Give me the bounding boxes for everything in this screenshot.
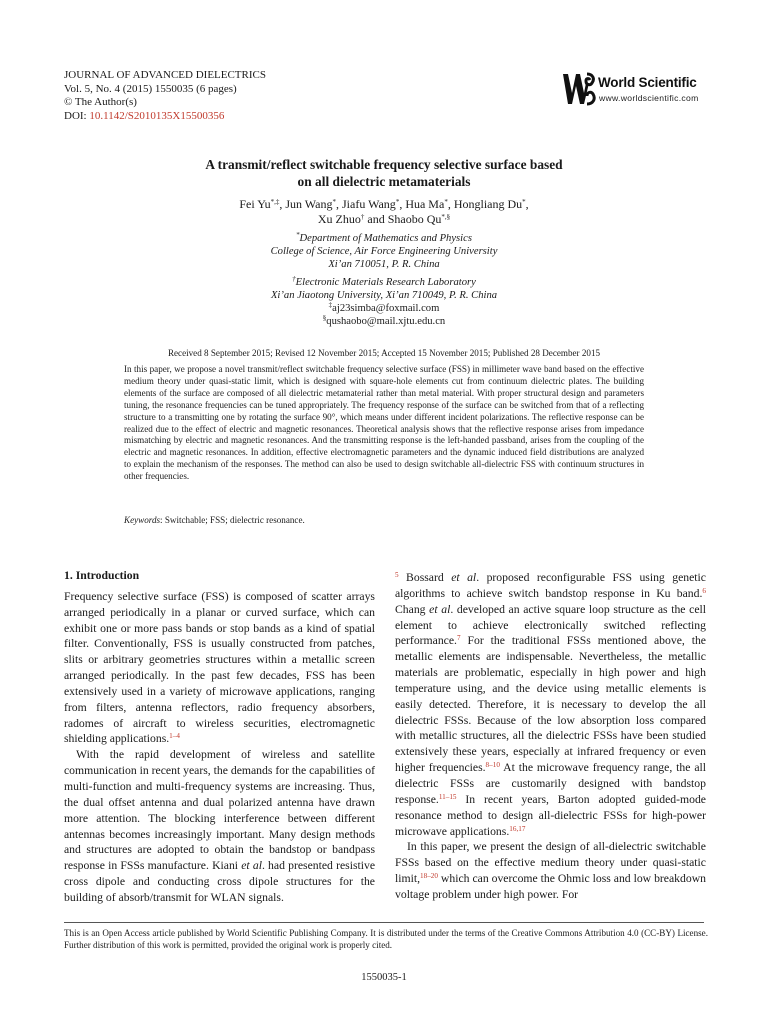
author-affil-mark: * — [395, 198, 400, 206]
affiliation-1-line-2: College of Science, Air Force Engineering University — [270, 246, 498, 257]
affil-mark: * — [296, 231, 300, 239]
affiliations — [100, 232, 668, 328]
journal-header — [64, 69, 266, 123]
keywords-text: : Switchable; FSS; dielectric resonance. — [160, 515, 305, 525]
author-name: Xu Zhuo — [317, 212, 361, 226]
body-column-right — [395, 570, 706, 903]
email-1 — [100, 302, 668, 315]
author-name: , Jun Wang — [279, 197, 333, 211]
copyright-line: © The Author(s) — [64, 96, 137, 108]
journal-volume: Vol. 5, No. 4 (2015) 1550035 (6 pages) — [64, 82, 237, 95]
paragraph-2-cont: $^5$ Bossard et al. proposed reconfigurable FSS using genetic algorithms to achieve switch bandstop response in Ku band.$^6$ Chang et al. developed an active square loop structure as the cell element to achieve electronically switched reflecting performance.$^7$ For the traditional FSSs mentioned above, the metallic elements are indispensable. Nevertheless, the metallic materials are problematic, especially in high power and high temperature using, and the device using metallic elements is easily detected. Therefore, it is necessary to develop the all dielectric FSSs. Because of the low absorption loss compared with metallic structures, all the dielectric FSSs have been studied extensively these years, especially at infrared frequency or even higher frequencies.$^{8-10}$ At the microwave frequency range, the all dielectric FSSs are customarily designed with bandstop response.$^{11-15}$ In recent years, Barton adopted guided-mode resonance method to design all-dielectric FSSs for high-power microwave applications.$^{16,17}$ — [395, 571, 707, 838]
publisher-logo — [562, 71, 712, 107]
abstract: In this paper, we propose a novel transmit/reflect switchable frequency selective surface (FSS) in millimeter wave band based on the effective medium theory under quasi-static limit, which is designed with square-hole elements cut from continuum dielectric plates. The building elements of the surface are composed of all dielectric metamaterial rather than metal material. With proper structural design and parameters tuning, the resonance frequencies can be tuned appropriately. The frequency response of the surface can be switched from that of a reflecting structure to a transmitting one by rotating the surface 90°, which means under different incident polarizations. The reflective response can be realized due to the effect of electric and magnetic resonances. Theoretical analysis shows that the reflective response arises from impedance mismatching by electric and magnetic resonances. And the transmitting response is the left-handed passband, arises from the coupling of the electric and magnetic resonances. In addition, effective electromagnetic parameters and the dynamic induced field distributions are analyzed to explain the mechanism of the responses. The method can also be used to design switchable all-dielectric FSS with continuum structures in other frequencies. — [124, 364, 644, 482]
paper-title — [100, 156, 668, 190]
title-line-2: on all dielectric metamaterials — [297, 174, 471, 189]
doi-link[interactable]: 10.1142/S2010135X15500356 — [89, 109, 225, 122]
citation[interactable]: 7 — [456, 634, 461, 643]
affiliation-1-line-3: Xi’an 710051, P. R. China — [328, 259, 440, 270]
email-link[interactable]: aj23simba@foxmail.com — [332, 303, 440, 314]
doi-label: DOI: — [64, 109, 90, 122]
open-access-footnote: This is an Open Access article published by World Scientific Publishing Company. It is distributed under the terms of the Creative Commons Attribution 4.0 (CC-BY) License. Further distribution of this work is permitted, provided the original work is properly cited. — [64, 928, 708, 950]
email-mark: ‡ — [328, 301, 333, 309]
email-2 — [100, 315, 668, 328]
author-affil-mark: * — [444, 198, 448, 206]
author-list — [100, 197, 668, 227]
citation[interactable]: 8–10 — [485, 761, 500, 770]
title-line-1: A transmit/reflect switchable frequency selective surface based — [205, 157, 563, 172]
author-name: , Hua Ma — [399, 197, 445, 211]
affil-mark: † — [292, 275, 296, 283]
author-name: and Shaobo Qu — [364, 212, 442, 226]
citation[interactable]: 1–4 — [169, 732, 180, 741]
footnote-divider — [64, 922, 704, 923]
affil-text: Electronic Materials Research Laboratory — [295, 277, 476, 288]
affiliation-2-line-1 — [100, 276, 668, 289]
author-separator: , — [525, 197, 529, 211]
body-column-left — [64, 568, 375, 906]
email-mark: § — [322, 314, 327, 322]
citation[interactable]: 6 — [702, 586, 706, 595]
author-name: , Jiafu Wang — [336, 197, 396, 211]
email-link[interactable]: qushaobo@mail.xjtu.edu.cn — [326, 316, 446, 327]
doi-line — [64, 110, 266, 124]
paragraph-3: In this paper, we present the design of all-dielectric switchable FSSs based on the effective medium theory under quasi-static limit,$^{18-20}$ which can overcome the Ohmic loss and low breakdown voltage problem under high power. For — [395, 840, 706, 901]
paragraph-1: Frequency selective surface (FSS) is composed of scatter arrays arranged periodically in a planar or curved surface, which can exhibit one or more pass bands or stop bands as a kind of spatial filter. Conventionally, FSS is usually constructed from patches, slits or arbitrary geometries structures within a metallic screen arranged periodically. In the past few decades, FSS has been extensively used in a variety of microwave applications, ranging from filters, antenna reflectors, radio frequency absorbers, radomes of aircraft to wireless securities, electromagnetic shielding applications.$^{1-4}$ — [64, 589, 375, 746]
author-affil-mark: *,§ — [441, 213, 451, 221]
author-name: , Hongliang Du — [447, 197, 523, 211]
author-line-1 — [100, 197, 668, 212]
received-dates: Received 8 September 2015; Revised 12 November 2015; Accepted 15 November 2015; Published 28 December 2015 — [167, 348, 601, 358]
author-line-2 — [100, 212, 668, 227]
paragraph-2-start: With the rapid development of wireless and satellite communication in recent years, the demands for the capabilities of multi-function and multi-frequency systems are increasing. Thus, the dual offset antenna and dual polarized antenna have drawn more attention. The blocking interference between different antennas becomes increasingly important. Many design methods and structures are adopted to obtain the bandstop or bandpass response in FSSs manufacture. Kiani et al. had presented resistive cross dipole and conducting cross dipole structures for the building of absorb/transmit for WLAN signals. — [64, 748, 376, 904]
keywords — [124, 514, 644, 526]
author-affil-mark: * — [522, 198, 526, 206]
page-number: 1550035-1 — [361, 972, 407, 983]
citation[interactable]: 18–20 — [420, 872, 438, 881]
keywords-label: Keywords — [124, 515, 161, 525]
citation[interactable]: 16,17 — [509, 824, 526, 833]
journal-name: JOURNAL OF ADVANCED DIELECTRICS — [64, 69, 266, 81]
author-affil-mark: * — [332, 198, 336, 206]
affiliation-2-line-2: Xi’an Jiaotong University, Xi’an 710049, P. R. China — [270, 290, 498, 301]
publisher-url[interactable]: www.worldscientific.com — [599, 93, 699, 103]
author-affil-mark: *,‡ — [270, 198, 280, 206]
author-name: Fei Yu — [239, 197, 271, 211]
world-scientific-logo-icon — [562, 71, 596, 107]
section-heading: 1. Introduction — [64, 569, 140, 582]
citation[interactable]: 5 — [395, 571, 399, 579]
citation[interactable]: 11–15 — [438, 792, 457, 801]
author-affil-mark: † — [360, 213, 365, 221]
affil-text: Department of Mathematics and Physics — [299, 233, 472, 244]
publisher-name: World Scientific — [598, 75, 697, 90]
affiliation-1-line-1 — [100, 232, 668, 245]
